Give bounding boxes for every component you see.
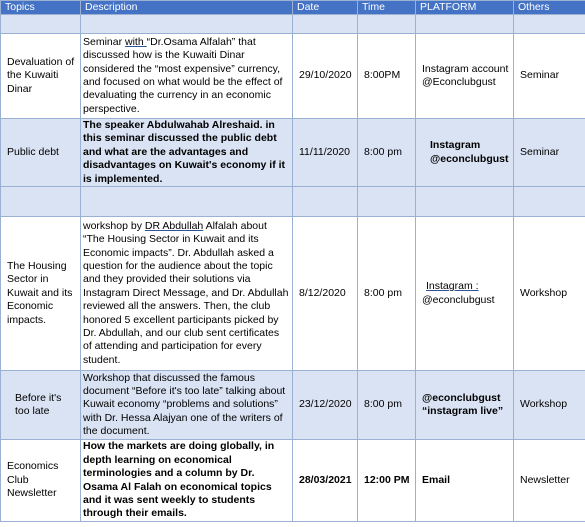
row-description [81,34,293,119]
row-others: Seminar [514,34,585,119]
row-date: 23/12/2020 [293,371,358,440]
row-time: 8:00PM [358,34,416,119]
desc-text: workshop by [83,219,145,232]
header-topics: Topics [1,1,81,15]
row-time: 8:00 pm [358,371,416,440]
header-time: Time [358,1,416,15]
row-description [81,217,293,371]
platform-handle: @econclubgust [422,293,495,306]
row-date: 29/10/2020 [293,34,358,119]
desc-link[interactable]: DR Abdullah [144,219,204,232]
header-others: Others [514,1,585,15]
row-topic: Economics Club Newsletter [1,440,81,522]
spacer-row [1,187,585,217]
row-others: Seminar [514,119,585,187]
desc-text: Seminar [83,35,126,48]
table-row [1,217,585,371]
row-platform: Instagram @econclubgust [416,119,514,187]
platform-link[interactable]: Instagram : [426,280,479,293]
header-date: Date [293,1,358,15]
row-others: Newsletter [514,440,585,522]
row-platform: Instagram account @Econclubgust [416,34,514,119]
desc-link[interactable]: with [125,35,147,48]
row-date: 8/12/2020 [293,217,358,371]
header-platform: PLATFORM [416,1,514,15]
row-platform: @econclubgust “instagram live” [416,371,514,440]
row-topic: The Housing Sector in Kuwait and its Economic impacts. [1,217,81,371]
row-platform [416,217,514,371]
table-row [1,34,585,119]
row-description: Workshop that discussed the famous document “Before it's too late” talking about Kuwait economy “problems and solutions” with Dr. Hessa Alajyan one of the writers of the document. [81,371,293,440]
desc-text: Alfalah about “The Housing Sector in Kuwait and its Economic impacts”. Dr. Abdullah asked a question for the audience about the topic and they provided their solutions via Instagram Direct Message, and Dr. Abdullah reviewed all the answers. Then, the club honored 5 excellent participants picked by Dr. Abdullah, and our club sent certificates of attending and participation for every student. [83,219,289,366]
row-others: Workshop [514,217,585,371]
desc-text: “Dr.Osama Alfalah” that discussed how is the Kuwaiti Dinar considered the “most expensive” currency, and focused on what would be the effect of devaluating the currency in an economic perspective. [83,35,283,115]
row-topic: Public debt [1,119,81,187]
row-description: The speaker Abdulwahab Alreshaid. in this seminar discussed the public debt and what are the advantages and disadvantages on Kuwait's economy if it is implemented. [81,119,293,187]
spacer-row [1,15,585,34]
row-description: How the markets are doing globally, in depth learning on economical terminologies and a column by Dr. Osama Al Falah on economical topics and it was sent weekly to students through their emails. [81,440,293,522]
row-time: 8:00 pm [358,119,416,187]
row-time: 12:00 PM [358,440,416,522]
table-row [1,371,585,440]
row-topic: Before it's too late [1,371,81,440]
row-platform: Email [416,440,514,522]
row-date: 11/11/2020 [293,119,358,187]
row-others: Workshop [514,371,585,440]
row-time: 8:00 pm [358,217,416,371]
table-row [1,119,585,187]
row-topic: Devaluation of the Kuwaiti Dinar [1,34,81,119]
header-row [1,1,585,15]
row-date: 28/03/2021 [293,440,358,522]
table-row [1,440,585,522]
header-description: Description [81,1,293,15]
